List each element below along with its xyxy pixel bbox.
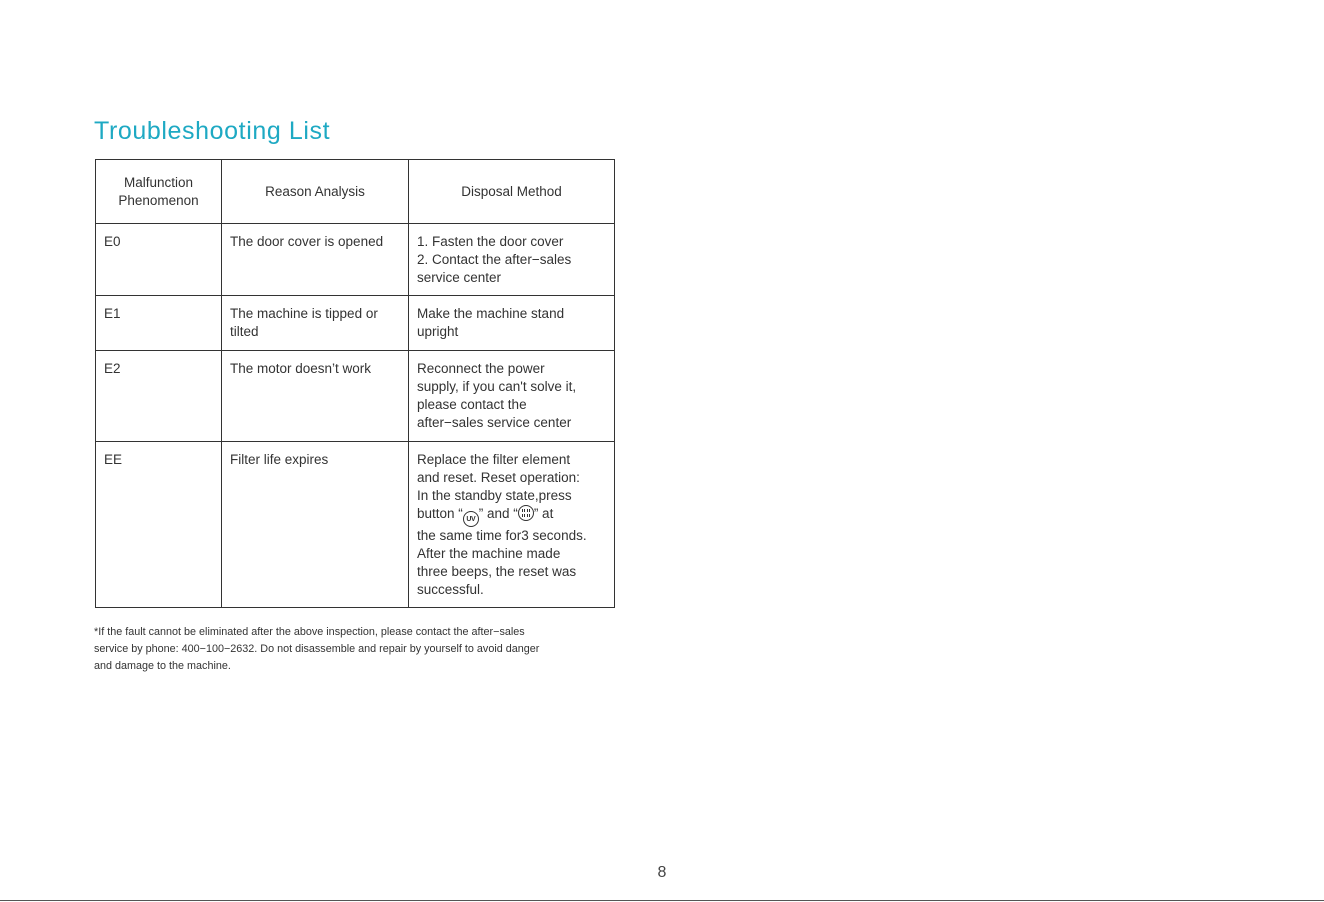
method-cell [409, 296, 615, 351]
method-cell [409, 351, 615, 442]
at-text: ” at [533, 506, 554, 521]
table-row [96, 442, 615, 608]
method-line: after−sales service center [417, 415, 572, 430]
footnote-line: service by phone: 400−100−2632. Do not disassemble and repair by yourself to avoid danger [94, 643, 540, 655]
footnote [94, 624, 614, 675]
method-line: service center [417, 270, 502, 285]
method-line: three beeps, the reset was [417, 564, 577, 579]
malfunction-code: EE [96, 442, 222, 608]
method-line: and reset. Reset operation: [417, 470, 580, 485]
reason-cell [222, 296, 409, 351]
uv-button-icon: UV [463, 511, 479, 527]
method-cell [409, 224, 615, 296]
header-malfunction-line-1: Malfunction [123, 174, 194, 190]
and-text: ” and “ [478, 506, 518, 521]
bottom-rule [0, 900, 1324, 901]
button-prefix-text: button “ [417, 506, 463, 521]
method-line-buttons [417, 505, 606, 527]
malfunction-code: E2 [96, 351, 222, 442]
reason-cell: The door cover is opened [222, 224, 409, 296]
method-line: the same time for3 seconds. [417, 528, 587, 543]
method-line: please contact the [417, 397, 527, 412]
table-row [96, 296, 615, 351]
method-line: Replace the filter element [417, 452, 571, 467]
method-line: Reconnect the power [417, 361, 545, 376]
method-line: supply, if you can't solve it, [417, 379, 577, 394]
footnote-line: and damage to the machine. [94, 660, 231, 672]
method-line: 1. Fasten the door cover [417, 234, 564, 249]
table-row [96, 224, 615, 296]
reason-line: The machine is tipped or [230, 306, 378, 321]
header-reason-analysis: Reason Analysis [222, 160, 409, 224]
method-line: 2. Contact the after−sales [417, 252, 572, 267]
page-number: 8 [657, 864, 667, 881]
page-title: Troubleshooting List [94, 117, 331, 145]
footnote-line: *If the fault cannot be eliminated after the above inspection, please contact the after−sales [94, 626, 525, 638]
method-line: Make the machine stand [417, 306, 565, 321]
method-line: successful. [417, 582, 484, 597]
filter-button-icon [518, 505, 534, 521]
reason-cell: The motor doesn’t work [222, 351, 409, 442]
method-line: upright [417, 324, 459, 339]
method-line: After the machine made [417, 546, 561, 561]
header-malfunction-line-2: Phenomenon [118, 192, 199, 208]
malfunction-code: E0 [96, 224, 222, 296]
header-disposal-method: Disposal Method [409, 160, 615, 224]
table-row [96, 351, 615, 442]
troubleshooting-table [95, 159, 615, 608]
table-header-row [96, 160, 615, 224]
reason-cell: Filter life expires [222, 442, 409, 608]
header-malfunction-phenomenon [96, 160, 222, 224]
reason-line: tilted [230, 324, 259, 339]
method-line: In the standby state,press [417, 488, 572, 503]
method-cell [409, 442, 615, 608]
malfunction-code: E1 [96, 296, 222, 351]
